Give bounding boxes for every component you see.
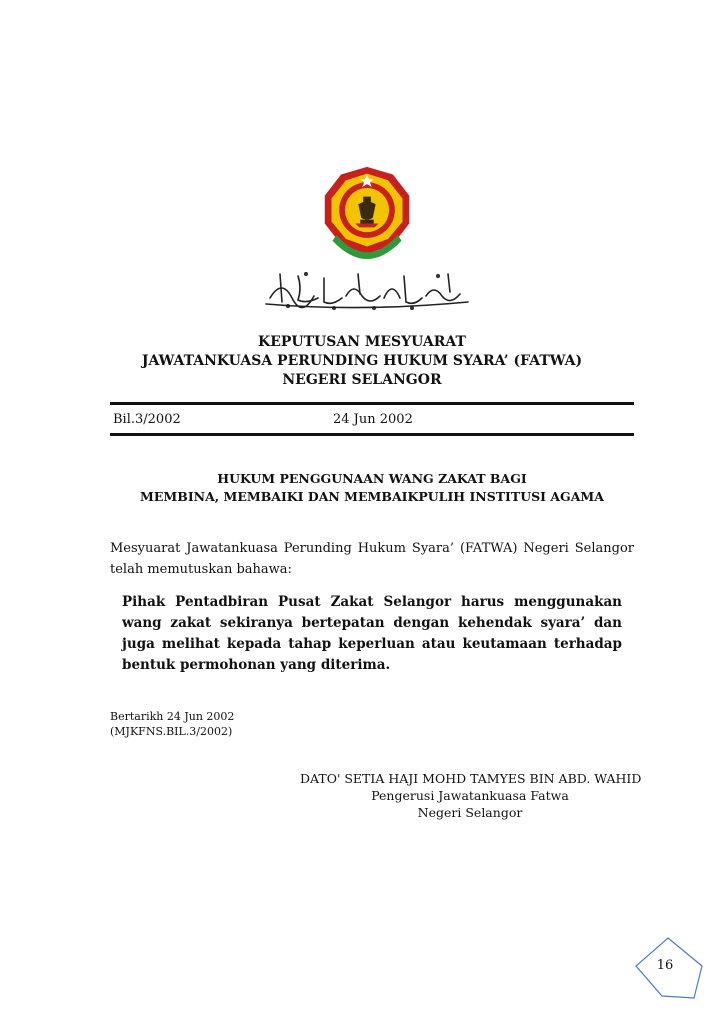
jawi-calligraphy-logo xyxy=(262,268,476,312)
signatory-state: Negeri Selangor xyxy=(417,805,523,820)
decision-paragraph: Pihak Pentadbiran Pusat Zakat Selangor harus menggunakan wang zakat sekiranya bertepatan dengan kehendak syara’ dan juga melihat kepada tahap keperluan atau keutamaan terhadap bentuk permohonan yang diterima. xyxy=(122,594,622,673)
signatory-position: Pengerusi Jawatankuasa Fatwa xyxy=(371,788,569,803)
crest-logo-icon xyxy=(319,164,415,260)
reference-date: 24 Jun 2002 xyxy=(333,412,413,427)
subject-line-1: HUKUM PENGGUNAAN WANG ZAKAT BAGI xyxy=(217,471,527,486)
title-line-1: KEPUTUSAN MESYUARAT xyxy=(258,334,466,350)
subject-line-2: MEMBINA, MEMBAIKI DAN MEMBAIKPULIH INSTITUSI AGAMA xyxy=(140,489,604,504)
dated-line: Bertarikh 24 Jun 2002 xyxy=(110,710,235,723)
intro-paragraph: Mesyuarat Jawatankuasa Perunding Hukum Syara’ (FATWA) Negeri Selangor telah memutuskan bahawa: xyxy=(110,541,634,577)
subject-heading xyxy=(0,470,724,506)
title-line-2: JAWATANKUASA PERUNDING HUKUM SYARA’ (FATWA) xyxy=(141,353,583,369)
signatory-name: DATO' SETIA HAJI MOHD TAMYES BIN ABD. WAHID xyxy=(300,771,642,786)
page-number: 16 xyxy=(656,958,674,973)
top-divider xyxy=(110,402,634,405)
reference-code: (MJKFNS.BIL.3/2002) xyxy=(110,725,233,738)
reference-number: Bil.3/2002 xyxy=(113,412,181,427)
title-line-3: NEGERI SELANGOR xyxy=(282,372,442,388)
dated-block xyxy=(110,709,234,739)
bottom-divider xyxy=(110,433,634,436)
document-title xyxy=(0,333,724,390)
signature-block xyxy=(300,770,640,821)
